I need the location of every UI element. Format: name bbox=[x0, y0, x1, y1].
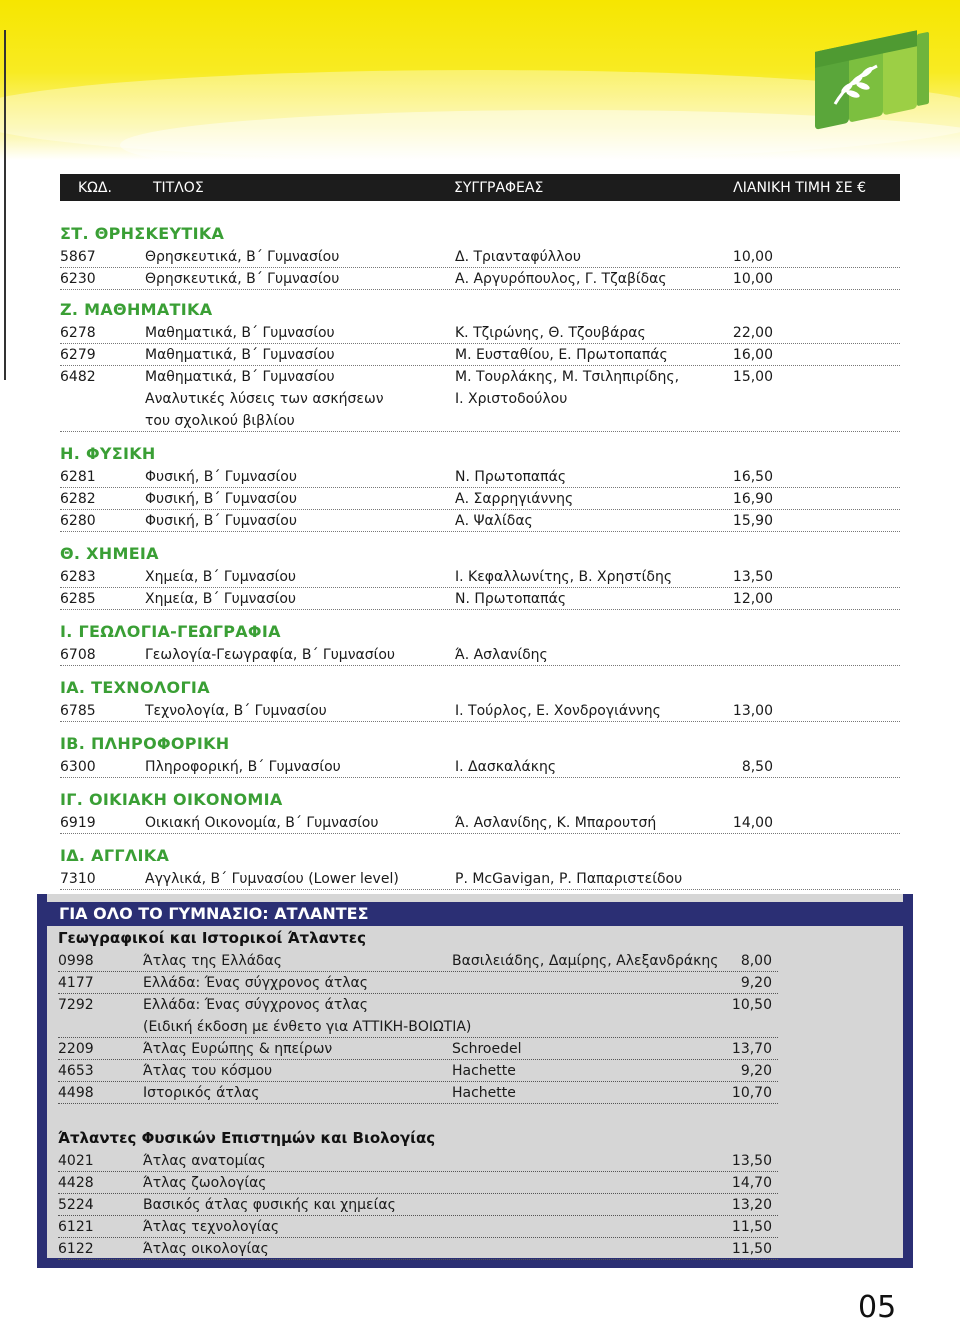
row-author: Κ. Τζιρώνης, Θ. Τζουβάρας bbox=[455, 325, 646, 341]
row-title: Μαθηματικά, Β΄ Γυμνασίου bbox=[145, 369, 335, 385]
row-code: 6283 bbox=[60, 569, 96, 585]
row-title: Ελλάδα: Ένας σύγχρονος άτλας bbox=[143, 975, 369, 991]
table-row-continuation bbox=[58, 1016, 778, 1038]
row-author: Ν. Πρωτοπαπάς bbox=[455, 469, 567, 485]
row-title: Φυσική, Β΄ Γυμνασίου bbox=[145, 491, 297, 507]
row-author: Ά. Ασλανίδης bbox=[455, 647, 548, 663]
row-price: 13,20 bbox=[731, 1197, 772, 1213]
row-author: Ι. Χριστοδούλου bbox=[455, 391, 568, 407]
row-author: Ν. Πρωτοπαπάς bbox=[455, 591, 567, 607]
row-title: Πληροφορική, Β΄ Γυμνασίου bbox=[145, 759, 341, 775]
row-title: Ελλάδα: Ένας σύγχρονος άτλας bbox=[143, 997, 369, 1013]
row-title: του σχολικού βιβλίου bbox=[145, 413, 295, 429]
row-title: Βασικός άτλας φυσικής και χημείας bbox=[143, 1197, 396, 1213]
row-author: Schroedel bbox=[452, 1041, 522, 1057]
table-row bbox=[60, 488, 900, 510]
row-author: Α. Σαρρηγιάννης bbox=[455, 491, 574, 507]
row-title: Άτλας τεχνολογίας bbox=[143, 1219, 280, 1235]
atlas-group-title: Άτλαντες Φυσικών Επιστημών και Βιολογίας bbox=[58, 1129, 436, 1147]
row-title: Γεωλογία-Γεωγραφία, Β΄ Γυμνασίου bbox=[145, 647, 396, 663]
row-code: 6279 bbox=[60, 347, 96, 363]
row-code: 2209 bbox=[58, 1041, 94, 1057]
table-row bbox=[58, 1038, 778, 1060]
row-code: 6708 bbox=[60, 647, 96, 663]
row-price: 13,00 bbox=[732, 703, 773, 719]
row-price: 16,00 bbox=[732, 347, 773, 363]
table-row bbox=[60, 566, 900, 588]
row-code: 6919 bbox=[60, 815, 96, 831]
row-price: 13,50 bbox=[731, 1153, 772, 1169]
row-code: 6282 bbox=[60, 491, 96, 507]
atlas-group-title: Γεωγραφικοί και Ιστορικοί Άτλαντες bbox=[58, 929, 366, 947]
table-row bbox=[60, 644, 900, 666]
row-code: 7292 bbox=[58, 997, 94, 1013]
row-code: 6785 bbox=[60, 703, 96, 719]
table-row bbox=[60, 588, 900, 610]
row-title: Οικιακή Οικονομία, Β΄ Γυμνασίου bbox=[145, 815, 379, 831]
row-code: 6121 bbox=[58, 1219, 94, 1235]
row-code: 4653 bbox=[58, 1063, 94, 1079]
row-title: Άτλας οικολογίας bbox=[143, 1241, 269, 1257]
table-row bbox=[60, 700, 900, 722]
row-title: Ιστορικός άτλας bbox=[143, 1085, 260, 1101]
page-number: 05 bbox=[858, 1290, 897, 1325]
table-row-continuation bbox=[60, 388, 900, 410]
row-code: 6278 bbox=[60, 325, 96, 341]
row-price: 13,50 bbox=[732, 569, 773, 585]
atlas-heading: ΓΙΑ ΟΛΟ ΤΟ ΓΥΜΝΑΣΙΟ: ΑΤΛΑΝΤΕΣ bbox=[37, 902, 913, 926]
row-title: Μαθηματικά, Β΄ Γυμνασίου bbox=[145, 325, 335, 341]
row-title: Άτλας του κόσμου bbox=[143, 1063, 273, 1079]
section-title: ΙΒ. ΠΛΗΡΟΦΟΡΙΚΗ bbox=[60, 734, 230, 753]
table-row bbox=[58, 1194, 778, 1216]
header-author: ΣΥΓΓΡΑΦΕΑΣ bbox=[454, 180, 544, 196]
row-price: 10,50 bbox=[731, 997, 772, 1013]
table-row bbox=[60, 510, 900, 532]
row-price: 15,90 bbox=[732, 513, 773, 529]
section-title: Θ. ΧΗΜΕΙΑ bbox=[60, 544, 159, 563]
row-price: 8,00 bbox=[740, 953, 772, 969]
section-title: Ι. ΓΕΩΛΟΓΙΑ-ΓΕΩΓΡΑΦΙΑ bbox=[60, 622, 281, 641]
row-title: Άτλας Ευρώπης & ηπείρων bbox=[143, 1041, 333, 1057]
row-code: 4021 bbox=[58, 1153, 94, 1169]
table-row bbox=[58, 972, 778, 994]
row-title: Αναλυτικές λύσεις των ασκήσεων bbox=[145, 391, 384, 407]
row-code: 6230 bbox=[60, 271, 96, 287]
header-title: ΤΙΤΛΟΣ bbox=[153, 180, 204, 196]
table-row bbox=[60, 366, 900, 388]
table-row bbox=[60, 812, 900, 834]
row-title: Θρησκευτικά, Β΄ Γυμνασίου bbox=[145, 271, 340, 287]
table-row bbox=[60, 344, 900, 366]
row-price: 13,70 bbox=[731, 1041, 772, 1057]
row-author: Hachette bbox=[452, 1085, 516, 1101]
row-code: 6280 bbox=[60, 513, 96, 529]
row-price: 14,70 bbox=[731, 1175, 772, 1191]
row-price: 12,00 bbox=[732, 591, 773, 607]
row-author: Hachette bbox=[452, 1063, 516, 1079]
row-price: 14,00 bbox=[732, 815, 773, 831]
row-title: Χημεία, Β΄ Γυμνασίου bbox=[145, 591, 296, 607]
row-title: Φυσική, Β΄ Γυμνασίου bbox=[145, 469, 297, 485]
atlas-list bbox=[58, 926, 778, 1260]
row-author: Ι. Κεφαλλωνίτης, Β. Χρηστίδης bbox=[455, 569, 673, 585]
table-row bbox=[58, 950, 778, 972]
table-row bbox=[60, 268, 900, 290]
row-author: Δ. Τριανταφύλλου bbox=[455, 249, 581, 265]
table-row bbox=[60, 756, 900, 778]
row-price: 9,20 bbox=[740, 1063, 772, 1079]
row-code: 7310 bbox=[60, 871, 96, 887]
row-code: 4428 bbox=[58, 1175, 94, 1191]
row-code: 5867 bbox=[60, 249, 96, 265]
row-title: Άτλας ζωολογίας bbox=[143, 1175, 267, 1191]
row-code: 6482 bbox=[60, 369, 96, 385]
row-code: 4498 bbox=[58, 1085, 94, 1101]
row-code: 0998 bbox=[58, 953, 94, 969]
table-row bbox=[58, 1060, 778, 1082]
table-row bbox=[58, 1150, 778, 1172]
header-price: ΛΙΑΝΙΚΗ ΤΙΜΗ ΣΕ € bbox=[733, 180, 866, 196]
row-author: Ρ. McGavigan, Ρ. Παπαριστείδου bbox=[455, 871, 683, 887]
header-code: ΚΩΔ. bbox=[78, 180, 112, 196]
row-author: Ά. Ασλανίδης, Κ. Μπαρουτσή bbox=[455, 815, 657, 831]
table-row bbox=[58, 1172, 778, 1194]
table-row bbox=[58, 1082, 778, 1104]
section-title: ΙΑ. ΤΕΧΝΟΛΟΓΙΑ bbox=[60, 678, 210, 697]
row-author: Α. Αργυρόπουλος, Γ. Τζαβίδας bbox=[455, 271, 667, 287]
table-row bbox=[60, 466, 900, 488]
row-author: Μ. Τουρλάκης, Μ. Τσιληπιρίδης, bbox=[455, 369, 680, 385]
book-list bbox=[60, 222, 900, 890]
row-title: Θρησκευτικά, Β΄ Γυμνασίου bbox=[145, 249, 340, 265]
row-price: 16,50 bbox=[732, 469, 773, 485]
row-price: 8,50 bbox=[741, 759, 773, 775]
row-price: 16,90 bbox=[732, 491, 773, 507]
row-price: 11,50 bbox=[731, 1219, 772, 1235]
row-author: Μ. Ευσταθίου, Ε. Πρωτοπαπάς bbox=[455, 347, 668, 363]
left-margin-rule bbox=[4, 30, 6, 380]
table-row bbox=[58, 1238, 778, 1260]
table-row bbox=[58, 1216, 778, 1238]
row-title: Άτλας ανατομίας bbox=[143, 1153, 266, 1169]
row-author: Ι. Τούρλος, Ε. Χονδρογιάννης bbox=[455, 703, 661, 719]
table-row bbox=[60, 322, 900, 344]
section-title: Ζ. ΜΑΘΗΜΑΤΙΚΑ bbox=[60, 300, 213, 319]
table-row-continuation bbox=[60, 410, 900, 432]
table-row bbox=[58, 994, 778, 1016]
row-title: Μαθηματικά, Β΄ Γυμνασίου bbox=[145, 347, 335, 363]
row-code: 5224 bbox=[58, 1197, 94, 1213]
row-price: 10,00 bbox=[732, 249, 773, 265]
row-title: Αγγλικά, Β΄ Γυμνασίου (Lower level) bbox=[145, 871, 399, 887]
row-price: 22,00 bbox=[732, 325, 773, 341]
row-price: 9,20 bbox=[740, 975, 772, 991]
row-author: Α. Ψαλίδας bbox=[455, 513, 533, 529]
row-price: 15,00 bbox=[732, 369, 773, 385]
books-logo-icon bbox=[805, 12, 945, 132]
section-title: ΣΤ. ΘΡΗΣΚΕΥΤΙΚΑ bbox=[60, 224, 225, 243]
section-title: ΙΓ. ΟΙΚΙΑΚΗ ΟΙΚΟΝΟΜΙΑ bbox=[60, 790, 283, 809]
row-code: 6285 bbox=[60, 591, 96, 607]
table-row bbox=[60, 246, 900, 268]
row-title: Χημεία, Β΄ Γυμνασίου bbox=[145, 569, 296, 585]
row-code: 4177 bbox=[58, 975, 94, 991]
table-header bbox=[60, 174, 900, 201]
section-title: Η. ΦΥΣΙΚΗ bbox=[60, 444, 156, 463]
row-code: 6122 bbox=[58, 1241, 94, 1257]
row-code: 6281 bbox=[60, 469, 96, 485]
row-author: Ι. Δασκαλάκης bbox=[455, 759, 557, 775]
row-code: 6300 bbox=[60, 759, 96, 775]
section-title: ΙΔ. ΑΓΓΛΙΚΑ bbox=[60, 846, 170, 865]
row-title: (Ειδική έκδοση με ένθετο για ΑΤΤΙΚΗ-ΒΟΙΩΤΙΑ) bbox=[143, 1019, 472, 1035]
row-author: Βασιλειάδης, Δαμίρης, Αλεξανδράκης bbox=[452, 953, 719, 969]
table-row bbox=[60, 868, 900, 890]
row-price: 10,70 bbox=[731, 1085, 772, 1101]
row-title: Άτλας της Ελλάδας bbox=[143, 953, 282, 969]
row-price: 10,00 bbox=[732, 271, 773, 287]
row-price: 11,50 bbox=[731, 1241, 772, 1257]
row-title: Τεχνολογία, Β΄ Γυμνασίου bbox=[145, 703, 327, 719]
row-title: Φυσική, Β΄ Γυμνασίου bbox=[145, 513, 297, 529]
